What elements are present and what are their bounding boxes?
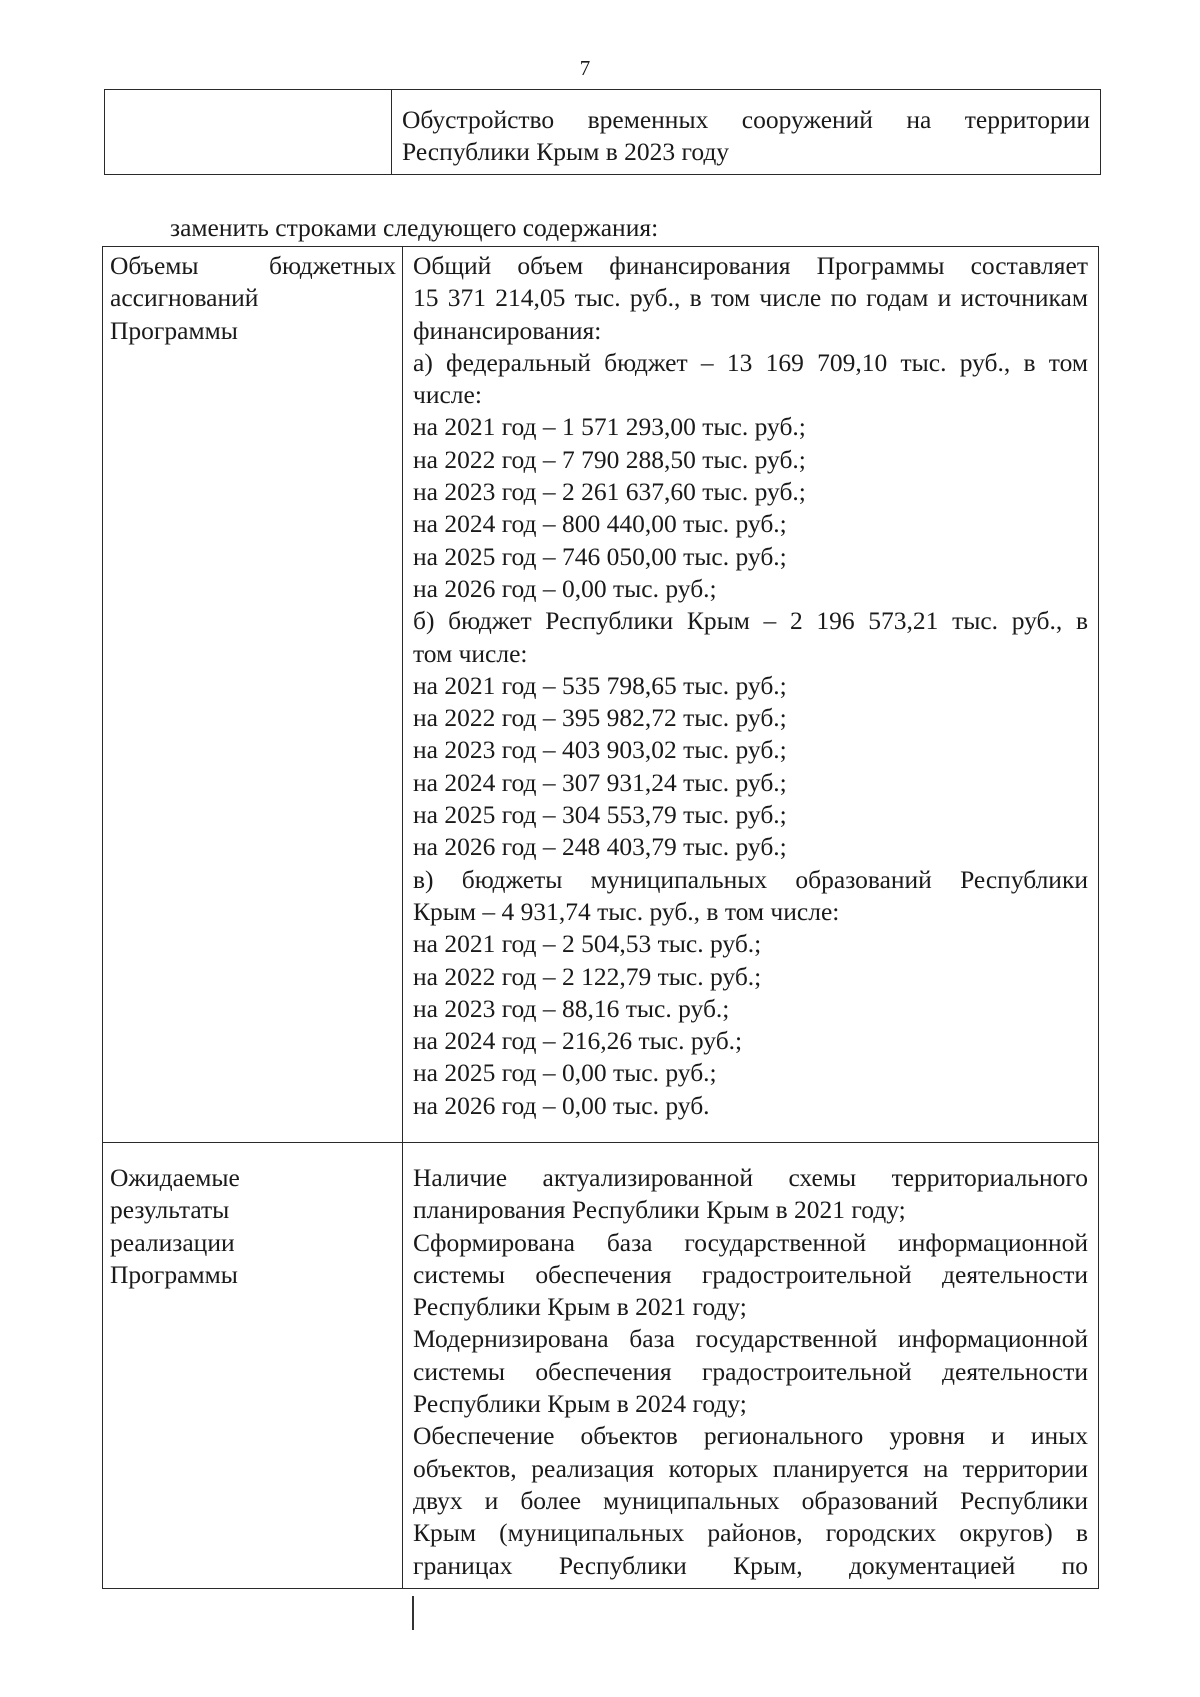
text-line: на 2023 год – 2 261 637,60 тыс. руб.; — [413, 477, 806, 507]
text-line: на 2021 год – 535 798,65 тыс. руб.; — [413, 670, 787, 700]
text-line: на 2025 год – 746 050,00 тыс. руб.; — [413, 541, 787, 571]
text-line: на 2024 год – 307 931,24 тыс. руб.; — [413, 767, 787, 797]
text-line: на 2024 год – 800 440,00 тыс. руб.; — [413, 509, 787, 539]
empty-label-cell — [105, 90, 392, 175]
text-line: Республики Крым в 2024 году; — [413, 1389, 747, 1419]
text-line: том числе: — [413, 638, 528, 668]
text-line: на 2023 год – 88,16 тыс. руб.; — [413, 993, 730, 1023]
text-line: на 2022 год – 2 122,79 тыс. руб.; — [413, 961, 762, 991]
text-line: на 2025 год – 0,00 тыс. руб.; — [413, 1058, 717, 1088]
label-line: Программы — [110, 1259, 238, 1289]
text-line: системы обеспечения градостроительной деятельности — [413, 1259, 1088, 1289]
text-line: финансирования: — [413, 315, 602, 345]
text-line: числе: — [413, 380, 482, 410]
text-line: на 2023 год – 403 903,02 тыс. руб.; — [413, 735, 787, 765]
text-line: Крым – 4 931,74 тыс. руб., в том числе: — [413, 896, 840, 926]
text-line: на 2022 год – 7 790 288,50 тыс. руб.; — [413, 444, 806, 474]
text-line: планирования Республики Крым в 2021 году; — [413, 1195, 906, 1225]
label-line: Ожидаемые — [110, 1163, 240, 1192]
text-line: границах Республики Крым, документацией по — [413, 1550, 1088, 1580]
text-line: Республики Крым в 2023 году — [402, 137, 730, 167]
text-line: двух и более муниципальных образований Республики — [413, 1485, 1088, 1515]
text-line: системы обеспечения градостроительной деятельности — [413, 1356, 1088, 1386]
label-line: ассигнований — [110, 283, 259, 313]
label-line: результаты — [110, 1195, 230, 1225]
text-line: Сформирована база государственной информационной — [413, 1227, 1088, 1257]
page-number: 7 — [579, 56, 591, 80]
text-line: на 2025 год – 304 553,79 тыс. руб.; — [413, 800, 787, 830]
text-line: на 2026 год – 0,00 тыс. руб. — [413, 1090, 710, 1120]
label-line: Программы — [110, 315, 238, 345]
table-row-results — [103, 1143, 1099, 1589]
content-cell — [392, 90, 1101, 175]
text-line: Наличие актуализированной схемы территориального — [413, 1163, 1088, 1192]
text-line: на 2026 год – 248 403,79 тыс. руб.; — [413, 832, 787, 862]
budget-label-cell — [103, 247, 403, 1143]
label-line: реализации — [110, 1227, 235, 1257]
text-line: в) бюджеты муниципальных образований Республики — [413, 864, 1088, 894]
text-line: на 2026 год – 0,00 тыс. руб.; — [413, 573, 717, 603]
table-row-budget — [103, 247, 1099, 1143]
scan-mark — [412, 1596, 414, 1630]
text-line: на 2021 год – 2 504,53 тыс. руб.; — [413, 929, 762, 959]
text-line: б) бюджет Республики Крым – 2 196 573,21 тыс. руб., в — [413, 606, 1088, 636]
text-line: Республики Крым в 2021 году; — [413, 1292, 747, 1322]
intro-text: заменить строками следующего содержания: — [170, 213, 659, 242]
text-line: Крым (муниципальных районов, городских округов) в — [413, 1518, 1088, 1548]
text-line: на 2024 год – 216,26 тыс. руб.; — [413, 1026, 743, 1056]
label-line: Объемы бюджетных — [110, 251, 396, 280]
results-content-cell — [403, 1143, 1099, 1589]
previous-content-table — [104, 89, 1101, 175]
replacement-table — [102, 246, 1099, 1589]
text-line: Обустройство временных сооружений на территории — [402, 105, 1090, 134]
text-line: Обеспечение объектов регионального уровня и иных — [413, 1421, 1088, 1451]
text-line: Модернизирована база государственной информационной — [413, 1324, 1088, 1354]
budget-content-cell — [403, 247, 1099, 1143]
text-line: а) федеральный бюджет – 13 169 709,10 тыс. руб., в том — [413, 347, 1088, 377]
text-line: 15 371 214,05 тыс. руб., в том числе по годам и источникам — [413, 283, 1088, 313]
results-label-cell — [103, 1143, 403, 1589]
text-line: Общий объем финансирования Программы составляет — [413, 251, 1088, 280]
table-row — [105, 90, 1101, 175]
text-line: на 2022 год – 395 982,72 тыс. руб.; — [413, 703, 787, 733]
text-line: на 2021 год – 1 571 293,00 тыс. руб.; — [413, 412, 806, 442]
text-line: объектов, реализация которых планируется на территории — [413, 1453, 1088, 1483]
